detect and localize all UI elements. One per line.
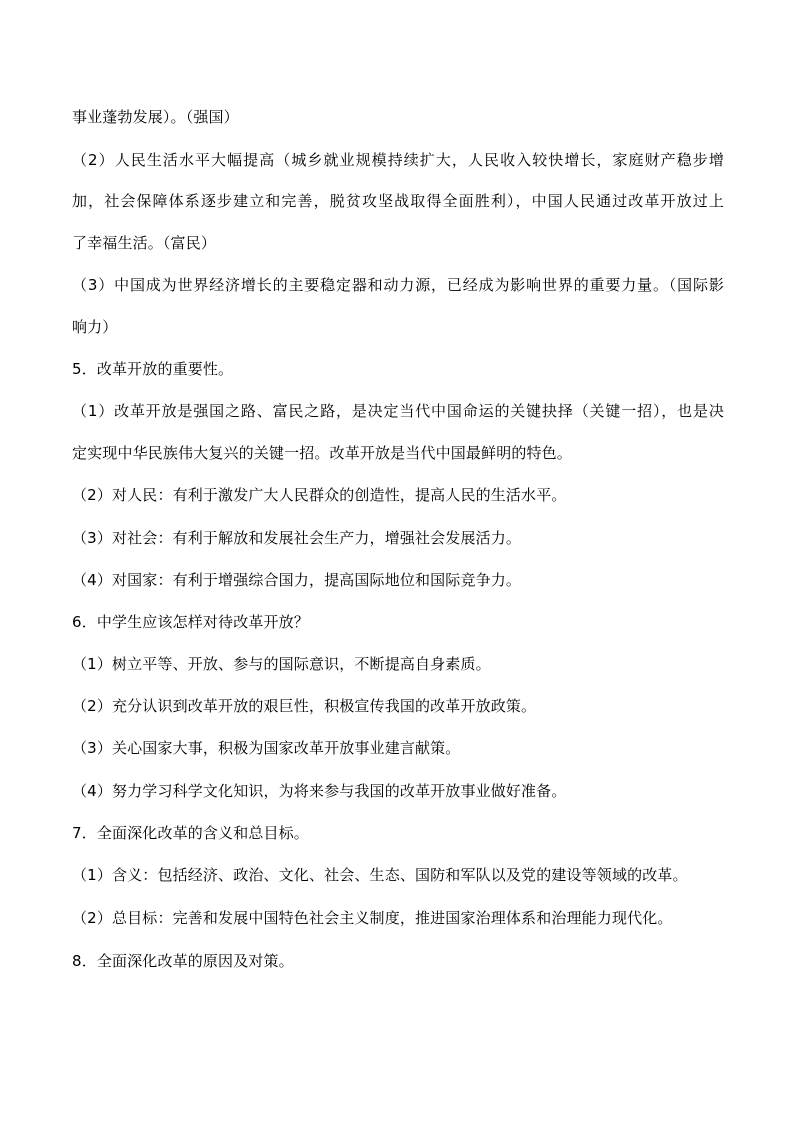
text-line-19: （1）含义：包括经济、政治、文化、社会、生态、国防和军队以及党的建设等领域的改革。 xyxy=(72,866,688,884)
text-line-2: （2）人民生活水平大幅提高（城乡就业规模持续扩大，人民收入较快增长，家庭财产稳步增 xyxy=(72,151,724,169)
section-heading-7: 7．全面深化改革的含义和总目标。 xyxy=(72,824,309,842)
text-line-3: 加，社会保障体系逐步建立和完善，脱贫攻坚战取得全面胜利），中国人民通过改革开放过上 xyxy=(72,192,724,210)
section-heading-5: 5．改革开放的重要性。 xyxy=(72,360,234,378)
text-line-14: （1）树立平等、开放、参与的国际意识，不断提高自身素质。 xyxy=(72,655,491,673)
text-line-5: （3）中国成为世界经济增长的主要稳定器和动力源，已经成为影响世界的重要力量。（国际影 xyxy=(72,276,724,294)
text-line-6: 响力） xyxy=(72,318,118,336)
text-line-12: （4）对国家：有利于增强综合国力，提高国际地位和国际竞争力。 xyxy=(72,571,522,589)
text-line-11: （3）对社会：有利于解放和发展社会生产力，增强社会发展活力。 xyxy=(72,529,522,547)
section-heading-8: 8．全面深化改革的原因及对策。 xyxy=(72,952,294,970)
text-line-15: （2）充分认识到改革开放的艰巨性，积极宣传我国的改革开放政策。 xyxy=(72,697,537,715)
text-line-17: （4）努力学习科学文化知识，为将来参与我国的改革开放事业做好准备。 xyxy=(72,782,567,800)
text-line-4: 了幸福生活。（富民） xyxy=(72,234,217,252)
text-line-9: 定实现中华民族伟大复兴的关键一招。改革开放是当代中国最鲜明的特色。 xyxy=(72,444,572,462)
text-line-10: （2）对人民：有利于激发广大人民群众的创造性，提高人民的生活水平。 xyxy=(72,486,567,504)
text-line-8: （1）改革开放是强国之路、富民之路，是决定当代中国命运的关键抉择（关键一招），也是决 xyxy=(72,402,724,420)
text-line-1: 事业蓬勃发展）。（强国） xyxy=(72,108,239,126)
text-line-16: （3）关心国家大事，积极为国家改革开放事业建言献策。 xyxy=(72,739,461,757)
text-line-20: （2）总目标：完善和发展中国特色社会主义制度，推进国家治理体系和治理能力现代化。 xyxy=(72,909,673,927)
section-heading-6: 6．中学生应该怎样对待改革开放？ xyxy=(72,613,309,631)
